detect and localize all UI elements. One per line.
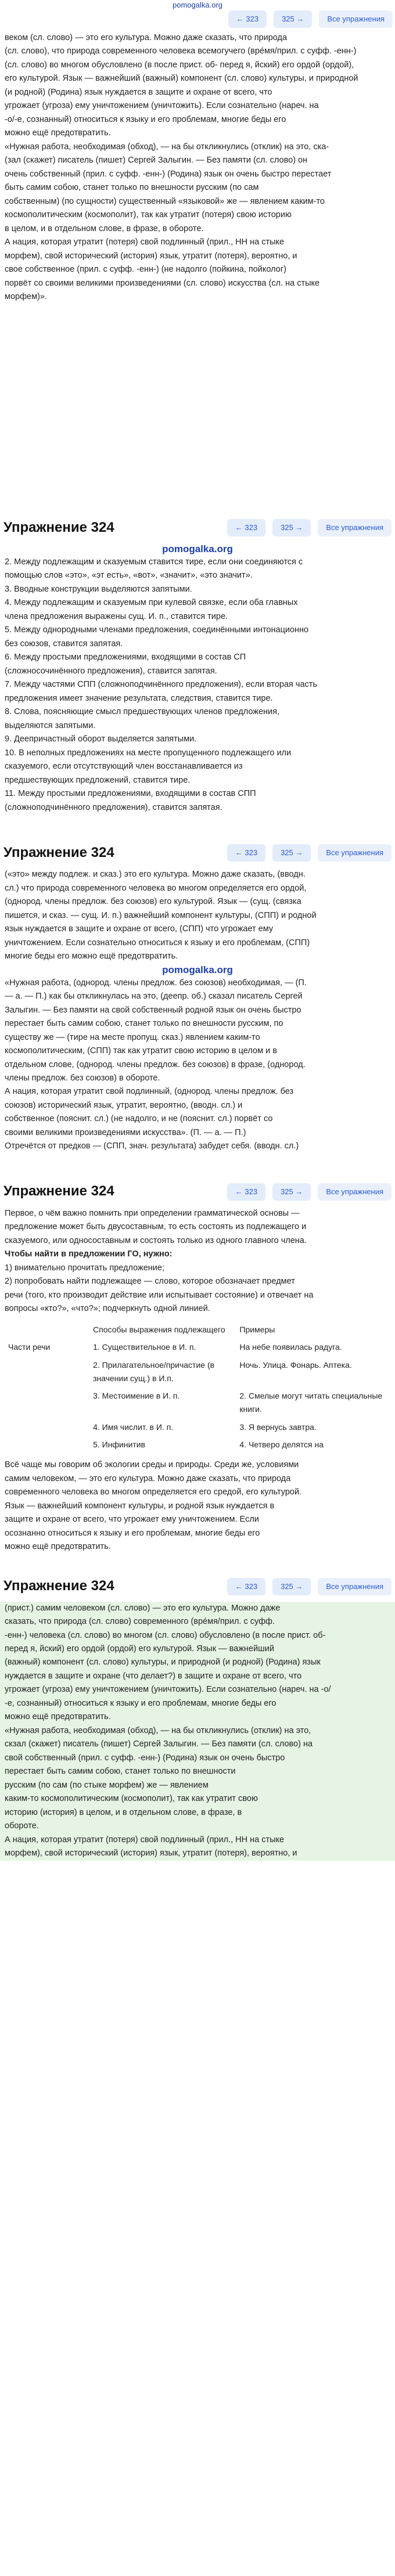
section-nav xyxy=(227,519,392,536)
list-item: 5. Между однородными членами предложения, соединёнными интонационно xyxy=(5,625,309,635)
list-item: (сложносочинённого предложения), ставится запятая. xyxy=(5,666,217,676)
table-row xyxy=(5,1338,390,1356)
text-line: космополитическим (космополит), так как утратит (потеря) свою историю xyxy=(5,210,292,220)
text-line: существу же — (тире на месте пропущ. сказ.) явлением каким-то xyxy=(5,1032,260,1042)
text-line: морфем), свой исторический (история) язык, утратит (потеря), вероятно, и xyxy=(5,1849,297,1858)
table-cell xyxy=(5,1387,89,1418)
section-5 xyxy=(0,1572,395,1861)
watermark: pomogalka.org xyxy=(162,543,233,554)
text-line: Первое, о чём важно помнить при определении грамматической основы — xyxy=(5,1208,300,1218)
table-cell: Примеры xyxy=(239,1324,275,1334)
text-line: скзал (скажет) писатель (пишет) Сергей Залыгин. — Без памяти (сл. слово) на xyxy=(5,1739,313,1749)
text-line: «Нужная работа, необходимая (обход), — на бы откликнулись (отклик) на это, xyxy=(5,1725,311,1735)
text-line: свое собственное (прил. с суфф. -енн-) (не надолго (пойкина, пойколог) xyxy=(5,265,286,275)
next-button[interactable]: 325 → xyxy=(272,1183,311,1201)
section-4-header xyxy=(0,1177,395,1207)
list-item: члена предложения выражены сущ. И. п., ставится тире. xyxy=(5,611,228,621)
next-button[interactable]: 325 → xyxy=(274,10,312,28)
text-line: порвёт со своими великими произведениями (сл. слово) искусства (сл. на стыке xyxy=(5,278,320,288)
text-line: А нация, которая утратит (потеря) свой подлинный (прил., НН на стыке xyxy=(5,237,285,247)
text-line: перестает быть самим собою, станет только по внешности xyxy=(5,1767,236,1777)
section-2-list xyxy=(0,556,395,815)
text-line: перестает быть самим собою, станет только по внешности русским, по xyxy=(5,1019,283,1029)
section-nav xyxy=(227,1578,392,1595)
text-line: можно ещё предотвратить. xyxy=(5,1712,111,1722)
text-line: речи (того, кто производит действие или испытывает состояние) и отвечает на xyxy=(5,1290,314,1300)
text-line: пишется, и сказ. — сущ. И. п.) важнейший компонент культуры, (СПП) и родной xyxy=(5,910,317,920)
list-item: 2. Между подлежащим и сказуемым ставится тире, если они соединяются с xyxy=(5,557,303,567)
section-nav xyxy=(227,844,392,862)
text-line: угрожает (угроза) ему уничтожением (уничтожить). Если сознательно (нареч. на -о/ xyxy=(5,1685,331,1695)
table-row xyxy=(5,1356,390,1387)
table-cell xyxy=(5,1436,89,1454)
table-cell: Ночь. Улица. Фонарь. Аптека. xyxy=(239,1360,352,1370)
section-title: Упражнение 324 xyxy=(3,1183,114,1199)
table-row xyxy=(5,1418,390,1436)
next-button[interactable]: 325 → xyxy=(272,1578,311,1595)
text-line: историю (история) в целом, и в отдельном слове, в фразе, в xyxy=(5,1807,242,1817)
text-line: каким-то космополитическим (космополит), так как утратит свою xyxy=(5,1794,258,1804)
list-item: предшествующих предложений, ставится тире. xyxy=(5,775,191,785)
section-title: Упражнение 324 xyxy=(3,519,114,535)
table-row xyxy=(5,1387,390,1418)
text-line: можно ещё предотвратить. xyxy=(5,1542,111,1552)
list-item: помощью слов «это», «эт есть», «вот», «значит», «это значит». xyxy=(5,571,253,581)
text-line: Язык — важнейший компонент культуры, и родной язык нуждается в xyxy=(5,1501,275,1511)
text-line: уничтожением. Если сознательно относиться к языку и его проблемам, (СПП) xyxy=(5,938,310,947)
text-line: язык нуждается в защите и охране от всего, (СПП) что угрожает ему xyxy=(5,924,274,934)
text-line: -енн-) человека (сл. слово) во многом (сл. слово) обусловлено (в после прист. об- xyxy=(5,1630,326,1640)
list-item: 3. Вводные конструкции выделяются запятыми. xyxy=(5,584,192,594)
list-item: 8. Слова, поясняющие смысл предшествующих членов предложения, xyxy=(5,707,280,717)
text-line: — а. — П.) как бы откликнулась на это, (деепр. об.) сказал писатель Сергей xyxy=(5,992,303,1001)
next-button[interactable]: 325 → xyxy=(272,844,311,862)
text-line: члены предлож. без союзов) в обороте. xyxy=(5,1073,160,1083)
section-5-header xyxy=(0,1572,395,1602)
text-line: «Нужная работа, (однород. члены предлож. без союзов) необходимая, — (П. xyxy=(5,978,307,988)
all-exercises-button[interactable]: Все упражнения xyxy=(318,1183,392,1201)
subject-ways-table xyxy=(5,1321,390,1454)
text-line: его культурой. Язык — важнейший (важный) компонент (сл. слово) культуры, и природной xyxy=(5,74,358,84)
text-line: вопросы «кто?», «что?»; подчеркнуть одной линией. xyxy=(5,1304,210,1314)
list-item: 11. Между простыми предложениями, входящими в состав СПП xyxy=(5,789,256,799)
text-line: собственное (пояснит. сл.) (не надолго, и не (пояснит. сл.) порвёт со xyxy=(5,1114,273,1124)
section-title: Упражнение 324 xyxy=(3,844,114,860)
watermark: pomogalka.org xyxy=(162,964,233,975)
all-exercises-button[interactable]: Все упражнения xyxy=(318,1578,392,1595)
text-line: нуждается в защите и охране (что делает?) в защите и охране от всего, что xyxy=(5,1671,302,1681)
section-1 xyxy=(0,10,395,302)
all-exercises-button[interactable]: Все упражнения xyxy=(318,519,392,536)
text-line: сл.) что природа современного человека во многом определяется его ордой, xyxy=(5,883,307,893)
text-line: Чтобы найти в предложении ГО, нужно: xyxy=(5,1249,173,1259)
text-line: многие беды его можно ещё предотвратить. xyxy=(5,952,178,961)
prev-button[interactable]: ← 323 xyxy=(227,844,265,862)
section-3-text xyxy=(0,868,395,1154)
text-line: современного человека во многом определяется его средой, его культурой. xyxy=(5,1487,302,1497)
section-title: Упражнение 324 xyxy=(3,1578,114,1594)
text-line: А нация, которая утратит (потеря) свой подлинный (прил., НН на стыке xyxy=(5,1835,285,1844)
section-4-text xyxy=(0,1207,395,1554)
text-line: (однород. члены предлож. без союзов) его культурой. Язык — (сущ. (связка xyxy=(5,897,301,907)
next-button[interactable]: 325 → xyxy=(272,519,311,536)
table-cell: 4. Четверо делятся на xyxy=(239,1440,324,1450)
all-exercises-button[interactable]: Все упражнения xyxy=(318,844,392,862)
table-cell: Части речи xyxy=(8,1342,51,1352)
text-line: собственным) (по сущности) существенный «языковой» же — явлением каким-то xyxy=(5,196,325,206)
text-line: веком (сл. слово) — это его культура. Можно даже сказать, что природа xyxy=(5,33,288,42)
top-watermark: pomogalka.org xyxy=(173,1,222,9)
table-cell: 3. Я вернусь завтра. xyxy=(239,1422,317,1432)
section-2 xyxy=(0,513,395,815)
table-row xyxy=(5,1436,390,1454)
list-item: 9. Деепричастный оборот выделяется запятыми. xyxy=(5,734,197,744)
text-line: космополитическим, (СПП) так как утратит свою историю в целом и в xyxy=(5,1046,277,1056)
text-line: морфем), свой исторический (история) язык, утратит (потеря), вероятно, и xyxy=(5,251,297,261)
prev-button[interactable]: ← 323 xyxy=(228,10,267,28)
list-item: сказуемого, если отсутствующий член восстанавливается из xyxy=(5,762,243,772)
text-line: быть самим собою, станет только по внешности русским (по сам xyxy=(5,183,259,193)
list-item: выделяются запятыми. xyxy=(5,720,96,730)
text-line: -о/-е, сознанный) относиться к языку и его проблемам, многие беды его xyxy=(5,114,286,124)
text-line: (сл. слово) во многом обусловлено (в после прист. об- перед я, йский) его ордой (ордой), xyxy=(5,60,354,70)
prev-button[interactable]: ← 323 xyxy=(227,1578,265,1595)
text-line: Залыгин. — Без памяти на свой собственный родной язык он очень быстро xyxy=(5,1005,301,1015)
table-cell xyxy=(5,1418,89,1436)
text-line: своими великими произведениями искусства». (П. — а. — П.) xyxy=(5,1127,246,1137)
table-cell xyxy=(5,1356,89,1387)
list-item: 10. В неполных предложениях на месте пропущенного подлежащего или xyxy=(5,748,292,758)
text-line: отдельном слове, (однород. члены предлож. без союзов) в фразе, (однород. xyxy=(5,1060,306,1069)
text-line: (важный) компонент (сл. слово) культуры, и природной (и родной) (Родина) язык xyxy=(5,1658,321,1667)
text-line: союзов) исторический язык, утратит, вероятно, (вводн. сл.) и xyxy=(5,1100,243,1110)
text-line: 2) попробовать найти подлежащее — слово, которое обозначает предмет xyxy=(5,1277,295,1287)
text-line: (и родной) (Родина) язык нуждается в защите и охране от всего, что xyxy=(5,87,272,97)
text-line: свой собственный (прил. с суфф. -енн-) (Родина) язык он очень быстро xyxy=(5,1753,285,1763)
text-line: А нация, которая утратит свой подлинный, (однород. члены предлож. без xyxy=(5,1087,294,1097)
list-item: 7. Между частями СПП (сложноподчинённого предложения), если вторая часть xyxy=(5,680,317,690)
list-item: без союзов, ставится запятая. xyxy=(5,639,123,648)
text-line: можно ещё предотвратить. xyxy=(5,128,111,138)
text-line: сказуемого, или односоставным и состоять только из одного главного члена. xyxy=(5,1235,307,1245)
list-item: 6. Между простыми предложениями, входящими в состав СП xyxy=(5,653,246,662)
prev-button[interactable]: ← 323 xyxy=(227,519,265,536)
table-cell: 2. Прилагательное/причастие (в значении сущ.) в И.п. xyxy=(93,1360,215,1383)
text-line: (сл. слово), что природа современного человека всемогучего (вре́мя/прил. с суфф. -енн-) xyxy=(5,46,357,56)
list-item: 4. Между подлежащим и сказуемым при кулевой связке, если оба главных xyxy=(5,598,298,608)
text-line: осознанно относиться к языку и его проблемам, многие беды его xyxy=(5,1528,260,1538)
text-line: Отречётся от предков — (СПП, знач. результата) забудет себя. (вводн. сл.) xyxy=(5,1141,299,1151)
all-exercises-button[interactable]: Все упражнения xyxy=(319,10,393,28)
text-line: 1) внимательно прочитать предложение; xyxy=(5,1263,164,1273)
table-row xyxy=(5,1321,390,1339)
text-line: угрожает (угроза) ему уничтожением (уничтожить). Если сознательно (нареч. на xyxy=(5,101,319,111)
text-line: самим человеком, — это его культура. Можно даже сказать, что природа xyxy=(5,1473,291,1483)
text-line: предложение может быть двусоставным, то есть состоять из подлежащего и xyxy=(5,1222,307,1232)
text-line: «Нужная работа, необходимая (обход), — на бы откликнулись (отклик) на это, ска- xyxy=(5,142,329,152)
section-nav xyxy=(227,1183,392,1201)
section-3 xyxy=(0,838,395,1154)
text-line: в целом, и в отдельном слове, в фразе, в обороте. xyxy=(5,224,204,233)
section-2-header xyxy=(0,513,395,543)
section-1-text xyxy=(0,10,395,304)
text-line: очень собственный (прил. с суфф. -енн-) (Родина) язык он очень быстро перестает xyxy=(5,169,332,179)
text-line: морфем)». xyxy=(5,292,47,302)
text-line: Всё чаще мы говорим об экологии среды и природы. Среди же, условиями xyxy=(5,1460,299,1470)
table-cell: 2. Смелые могут читать специальные книги. xyxy=(239,1391,383,1414)
table-cell: Способы выражения подлежащего xyxy=(93,1324,225,1334)
text-line: обороте. xyxy=(5,1821,39,1831)
table-cell: 3. Местоимение в И. п. xyxy=(93,1391,180,1401)
text-line: (прист.) самим человеком (сл. слово) — это его культура. Можно даже xyxy=(5,1603,281,1613)
text-line: перед я, йский) его ордой (ордой) его культурой. Язык — важнейший xyxy=(5,1644,274,1653)
list-item: предложения имеет значение результата, следствия, ставится тире. xyxy=(5,693,273,703)
text-line: русским (по сам (по стыке морфем) же — явлением xyxy=(5,1780,209,1790)
text-line: защите и охране от всего, что угрожает ему уничтожением. Если xyxy=(5,1515,259,1525)
list-item: (сложноподчинённого предложения), ставится запятая. xyxy=(5,802,222,812)
section-4 xyxy=(0,1177,395,1554)
table-cell: 1. Существительное в И. п. xyxy=(93,1342,196,1352)
text-line: (зал (скажет) писатель (пишет) Сергей Залыгин. — Без памяти (сл. слово) он xyxy=(5,156,308,165)
section-1-nav xyxy=(228,10,393,28)
table-cell: 5. Инфинитив xyxy=(93,1440,145,1450)
table-cell xyxy=(5,1321,89,1339)
text-line: -е, сознанный) относиться к языку и его проблемам, многие беды его xyxy=(5,1698,276,1708)
table-cell: На небе появилась радуга. xyxy=(239,1342,342,1352)
text-line: сказать, что природа (сл. слово) современного (вре́мя/прил. с суфф. xyxy=(5,1617,275,1627)
section-5-text xyxy=(0,1602,395,1861)
table-cell: 4. Имя числит. в И. п. xyxy=(93,1422,174,1432)
prev-button[interactable]: ← 323 xyxy=(227,1183,265,1201)
section-3-header xyxy=(0,838,395,868)
text-line: («это» между подлеж. и сказ.) это его культура. Можно даже сказать, (вводн. xyxy=(5,870,306,880)
